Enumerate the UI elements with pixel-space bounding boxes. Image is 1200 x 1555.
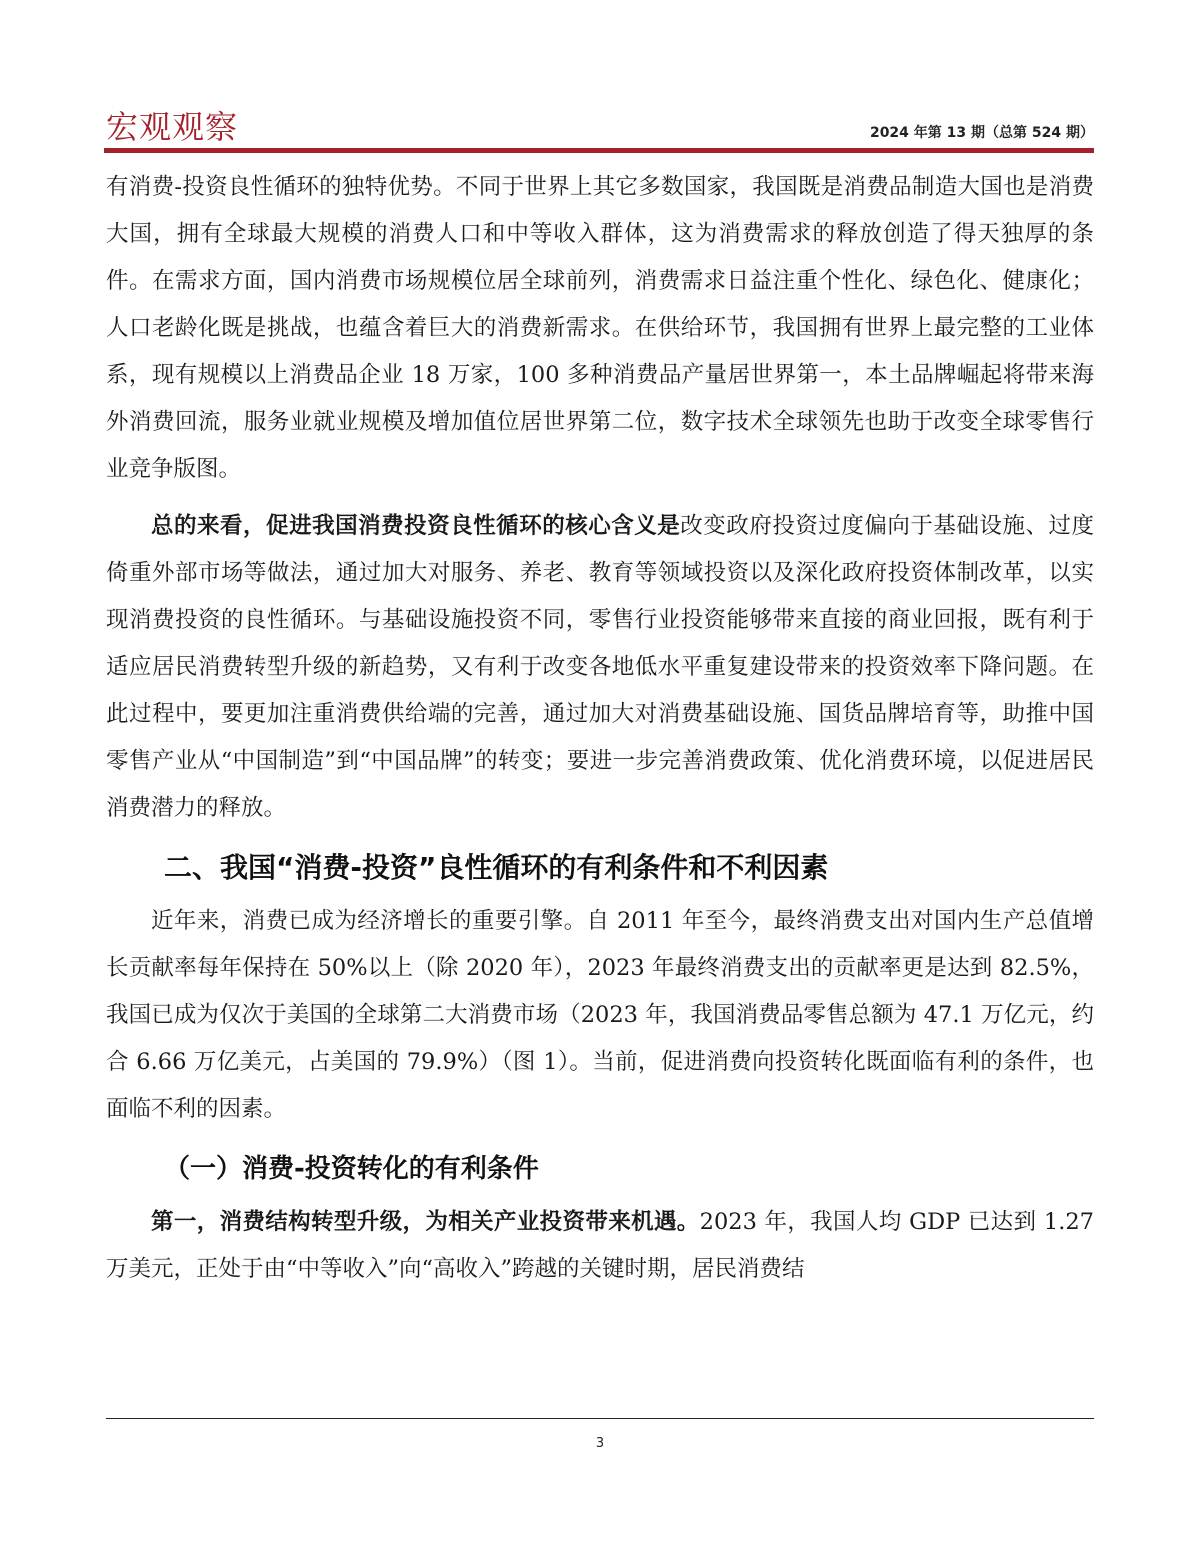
paragraph-1: 有消费-投资良性循环的独特优势。不同于世界上其它多数国家，我国既是消费品制造大国也是消费大国，拥有全球最大规模的消费人口和中等收入群体，这为消费需求的释放创造了得天独厚的条件。在需求方面，国内消费市场规模位居全球前列，消费需求日益注重个性化、绿色化、健康化；人口老龄化既是挑战，也蕴含着巨大的消费新需求。在供给环节，我国拥有世界上最完整的工业体系，现有规模以上消费品企业 18 万家，100 多种消费品产量居世界第一，本土品牌崛起将带来海外消费回流，服务业就业规模及增加值位居世界第二位，数字技术全球领先也助于改变全球零售行业竞争版图。 bbox=[106, 174, 1094, 482]
paragraph-3: 近年来，消费已成为经济增长的重要引擎。自 2011 年至今，最终消费支出对国内生产总值增长贡献率每年保持在 50%以上（除 2020 年），2023 年最终消费支出的贡献率更是达到 82.5%，我国已成为仅次于美国的全球第二大消费市场（2023 年，我国消费品零售总额为 47.1 万亿元，约合 6.66 万亿美元，占美国的 79.9%）（图 1）。当前，促进消费向投资转化既面临有利的条件，也面临不利的因素。 bbox=[106, 908, 1094, 1122]
document-body bbox=[106, 164, 1094, 1293]
paragraph-4 bbox=[106, 1199, 1094, 1293]
paragraph-2-text: 改变政府投资过度偏向于基础设施、过度倚重外部市场等做法，通过加大对服务、养老、教育等领域投资以及深化政府投资体制改革，以实现消费投资的良性循环。与基础设施投资不同，零售行业投资能够带来直接的商业回报，既有利于适应居民消费转型升级的新趋势，又有利于改变各地低水平重复建设带来的投资效率下降问题。在此过程中，要更加注重消费供给端的完善，通过加大对消费基础设施、国货品牌培育等，助推中国零售产业从“中国制造”到“中国品牌”的转变；要进一步完善消费政策、优化消费环境，以促进居民消费潜力的释放。 bbox=[106, 513, 1094, 821]
issue-number: 2024 年第 13 期（总第 524 期） bbox=[869, 125, 1094, 141]
paragraph-4-text: 2023 年，我国人均 GDP 已达到 1.27 万美元，正处于由“中等收入”向“高收入”跨越的关键时期，居民消费结 bbox=[106, 1209, 1094, 1282]
paragraph-2 bbox=[106, 503, 1094, 832]
page-number: 3 bbox=[595, 1436, 605, 1451]
footer-divider bbox=[106, 1418, 1094, 1419]
subsection-heading: （一）消费-投资转化的有利条件 bbox=[164, 1154, 539, 1184]
paragraph-2-bold-lead: 总的来看，促进我国消费投资良性循环的核心含义是 bbox=[151, 513, 681, 539]
page-header bbox=[106, 96, 1094, 156]
section-heading: 二、我国“消费-投资”良性循环的有利条件和不利因素 bbox=[164, 851, 829, 884]
paragraph-4-bold-lead: 第一，消费结构转型升级，为相关产业投资带来机遇。 bbox=[151, 1209, 700, 1235]
header-divider bbox=[104, 148, 1094, 153]
publication-title: 宏观观察 bbox=[106, 108, 239, 146]
